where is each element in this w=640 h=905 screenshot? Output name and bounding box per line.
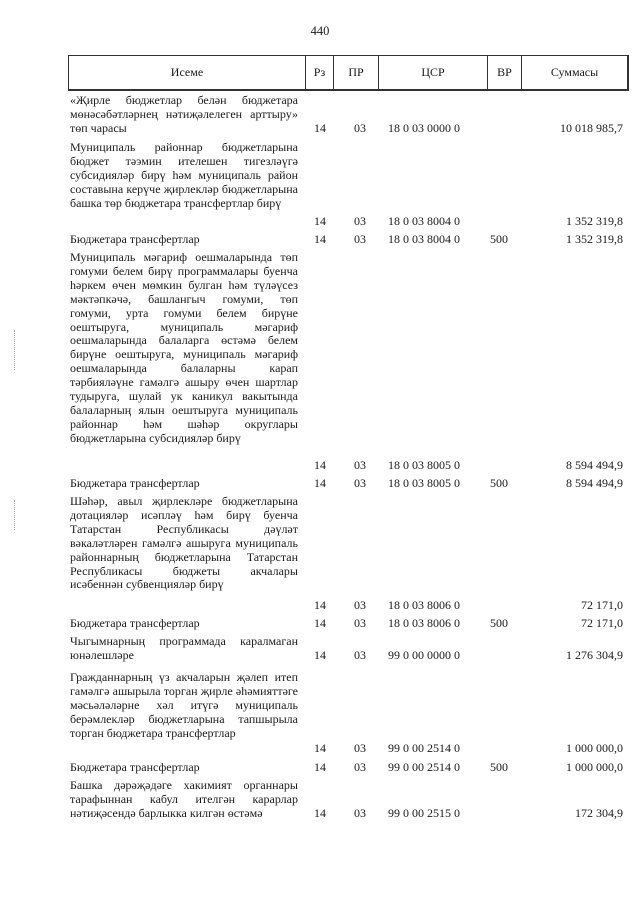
row-rz: 14 [314, 121, 326, 135]
row-pr: 03 [354, 214, 366, 228]
row-pr: 03 [354, 232, 366, 246]
row-pr: 03 [354, 598, 366, 612]
row-sum: 10 018 985,7 [560, 121, 623, 135]
row-rz: 14 [314, 806, 326, 820]
row-sum: 1 352 319,8 [566, 214, 623, 228]
row-vr: 500 [490, 232, 508, 246]
row-csr: 18 0 03 8005 0 [388, 476, 460, 490]
row-sum: 1 352 319,8 [566, 232, 623, 246]
row-name: Башка дәрәҗәдәге хакимият органнары тарафыннан кабул ителгән карарлар нәтиҗәсендә барлыкка килгән өстәмә [70, 778, 298, 820]
row-rz: 14 [314, 741, 326, 755]
row-name: Муниципаль районнар бюджетларына бюджет тәэмин ителешен тигезләүгә субсидияләр бирү һәм муниципаль район составына керүче җирлекләр бюджетларына башка төр бюджетара трансфертлар бирү [70, 140, 298, 210]
row-pr: 03 [354, 760, 366, 774]
row-name: Муниципаль мәгариф оешмаларында төп гомуми белем бирү программалары буенча һәркем өчен мөмкин булган һәм түләүсез мәктәпкәчә, башлангыч гомуми, төп гомуми, урта гомуми белем бирүне оештыруга, муниципаль мәгариф оешмаларында балаларга өстәмә белем бирүне оештыруга, муниципаль мәгариф оешмаларында балаларны карап тәрбияләүне гамәлгә ашыру өчен шартлар тудыруга, шулай ук каникул вакытында балаларның ялын оештыруга муниципаль районнар һәм шәһәр округлары бюджетларына субсидияләр бирү [70, 250, 298, 445]
row-sum: 72 171,0 [581, 598, 623, 612]
row-rz: 14 [314, 232, 326, 246]
row-sum: 1 000 000,0 [566, 760, 623, 774]
row-rz: 14 [314, 648, 326, 662]
row-csr: 99 0 00 0000 0 [388, 648, 460, 662]
row-csr: 18 0 03 8006 0 [388, 616, 460, 630]
row-name: Бюджетара трансфертлар [70, 232, 200, 246]
page-number: 440 [310, 24, 330, 38]
row-rz: 14 [314, 458, 326, 472]
header-csr: ЦСР [379, 56, 488, 89]
row-name: Бюджетара трансфертлар [70, 760, 200, 774]
row-csr: 18 0 03 8004 0 [388, 214, 460, 228]
header-sum: Суммасы [550, 65, 599, 79]
row-pr: 03 [354, 476, 366, 490]
row-rz: 14 [314, 616, 326, 630]
row-rz: 14 [314, 214, 326, 228]
row-rz: 14 [314, 598, 326, 612]
row-csr: 99 0 00 2514 0 [388, 741, 460, 755]
row-sum: 1 276 304,9 [566, 648, 623, 662]
header-vr: ВР [488, 56, 522, 89]
header-name: Исеме [69, 56, 306, 89]
row-csr: 18 0 03 8006 0 [388, 598, 460, 612]
row-csr: 18 0 03 8004 0 [388, 232, 460, 246]
row-sum: 172 304,9 [575, 806, 623, 820]
row-csr: 99 0 00 2514 0 [388, 760, 460, 774]
scan-margin-mark [14, 500, 16, 530]
row-vr: 500 [490, 616, 508, 630]
row-vr: 500 [490, 476, 508, 490]
table-header [68, 55, 629, 91]
row-sum: 8 594 494,9 [566, 476, 623, 490]
row-csr: 99 0 00 2515 0 [388, 806, 460, 820]
row-rz: 14 [314, 760, 326, 774]
row-rz: 14 [314, 476, 326, 490]
row-name: Гражданнарның үз акчаларын җәлеп итеп гамәлгә ашырыла торган җирле әһәмияттәге мәсьәләләрне хәл итүгә муниципаль берәмлекләр бюджетларына тапшырыла торган бюджетара трансфертлар [70, 670, 298, 740]
scan-margin-mark [14, 330, 16, 370]
row-vr: 500 [490, 760, 508, 774]
row-pr: 03 [354, 806, 366, 820]
row-csr: 18 0 03 8005 0 [388, 458, 460, 472]
row-name: Бюджетара трансфертлар [70, 476, 200, 490]
row-name: Шәһәр, авыл җирлекләре бюджетларына дотацияләр исәпләү һәм бирү буенча Татарстан Республикасы дәүләт вәкаләтләрен гамәлгә ашыруга муниципаль районнарның бюджетларына Татарстан Республикасы бюджеты акчалары исәбеннән субвенцияләр бирү [70, 494, 298, 592]
row-pr: 03 [354, 121, 366, 135]
row-pr: 03 [354, 616, 366, 630]
row-sum: 72 171,0 [581, 616, 623, 630]
header-pr: ПР [334, 56, 379, 89]
row-csr: 18 0 03 0000 0 [388, 121, 460, 135]
row-pr: 03 [354, 458, 366, 472]
row-pr: 03 [354, 741, 366, 755]
row-name: Чыгымнарның программада каралмаган юнәлешләре [70, 634, 298, 662]
row-name: «Җирле бюджетлар белән бюджетара мөнәсәбәтләрнең нәтиҗәлелеген арттыру» төп чарасы [70, 93, 298, 135]
row-pr: 03 [354, 648, 366, 662]
header-rz: Рз [306, 56, 334, 89]
row-sum: 8 594 494,9 [566, 458, 623, 472]
row-sum: 1 000 000,0 [566, 741, 623, 755]
row-name: Бюджетара трансфертлар [70, 616, 200, 630]
